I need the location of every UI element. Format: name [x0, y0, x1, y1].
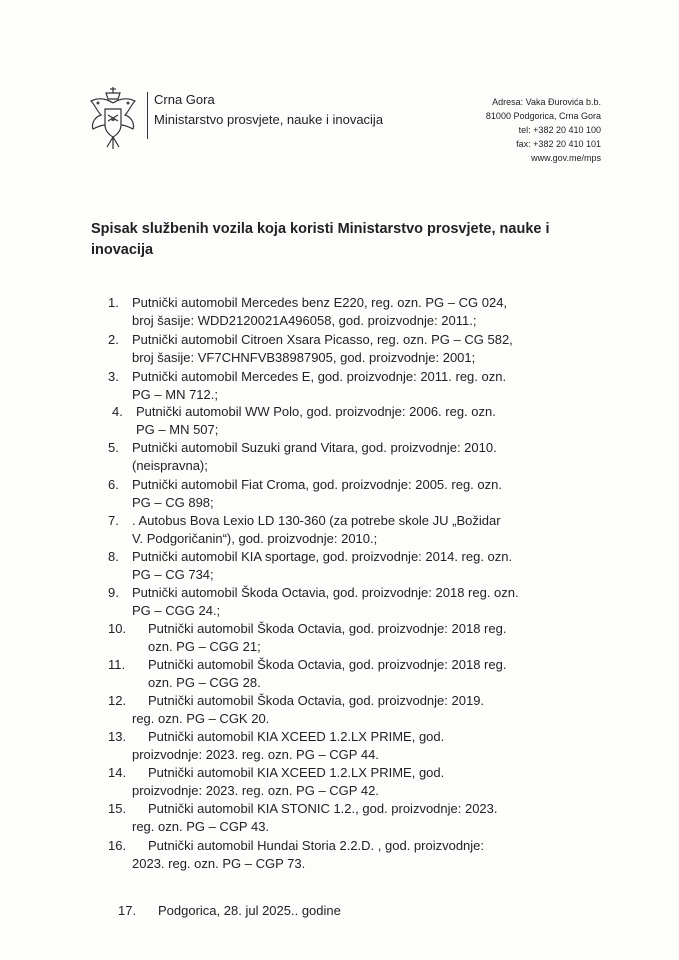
website-line: www.gov.me/mps [531, 153, 601, 163]
list-item-number: 5. [108, 440, 119, 455]
list-item-text: Putnički automobil Fiat Croma, god. proizvodnje: 2005. reg. ozn. [132, 477, 502, 492]
list-item [108, 294, 622, 330]
list-item-text: Putnički automobil Mercedes benz E220, reg. ozn. PG – CG 024, [132, 295, 508, 310]
list-item [108, 368, 622, 404]
list-item [108, 692, 638, 728]
list-item-text: Putnički automobil Škoda Octavia, god. proizvodnje: 2018 reg. [148, 621, 507, 636]
list-item-number: 13. [108, 729, 127, 744]
list-item [108, 331, 622, 367]
list-item-text: broj šasije: VF7CHNFVB38987905, god. proizvodnje: 2001; [132, 350, 476, 365]
list-item [108, 728, 638, 764]
list-item-text: proizvodnje: 2023. reg. ozn. PG – CGP 44. [132, 747, 379, 762]
list-item [108, 620, 638, 656]
list-item-text: PG – CG 898; [132, 495, 214, 510]
list-item-text: Putnički automobil WW Polo, god. proizvodnje: 2006. reg. ozn. [136, 404, 496, 419]
list-item-text: PG – CGG 24.; [132, 603, 221, 618]
list-item-text: Putnički automobil Citroen Xsara Picasso, reg. ozn. PG – CG 582, [132, 332, 513, 347]
list-item-text: Putnički automobil Hundai Storia 2.2.D. , god. proizvodnje: [148, 838, 485, 853]
list-item-text: proizvodnje: 2023. reg. ozn. PG – CGP 42. [132, 783, 379, 798]
list-item-text: Putnički automobil KIA sportage, god. proizvodnje: 2014. reg. ozn. [132, 549, 513, 564]
list-item-text: Putnički automobil Mercedes E, god. proizvodnje: 2011. reg. ozn. [132, 369, 507, 384]
list-item [108, 800, 638, 836]
coat-of-arms-icon [86, 85, 140, 151]
list-item [108, 548, 622, 584]
footer-number: 17. [118, 903, 137, 918]
list-item-text: Putnički automobil Škoda Octavia, god. proizvodnje: 2018 reg. [148, 657, 507, 672]
list-item-number: 1. [108, 295, 119, 310]
list-item-number: 2. [108, 332, 119, 347]
list-item [112, 403, 626, 439]
list-item-text: . Autobus Bova Lexio LD 130-360 (za potrebe skole JU „Božidar [132, 513, 501, 528]
list-item-text: Putnički automobil Škoda Octavia, god. proizvodnje: 2019. [148, 693, 485, 708]
list-item-text: reg. ozn. PG – CGK 20. [132, 711, 270, 726]
address-line: Adresa: Vaka Đurovića b.b. [492, 97, 601, 107]
country-name: Crna Gora [154, 92, 215, 107]
document-title: Spisak službenih vozila koja koristi Ministarstvo prosvjete, nauke i inovacija [91, 221, 550, 258]
list-item-number: 7. [108, 513, 119, 528]
list-item-text: reg. ozn. PG – CGP 43. [132, 819, 270, 834]
list-item-text: PG – MN 507; [136, 422, 219, 437]
list-item [108, 837, 638, 873]
list-item [108, 512, 622, 548]
list-item-text: Putnički automobil Škoda Octavia, god. proizvodnje: 2018 reg. ozn. [132, 585, 519, 600]
list-item [108, 764, 638, 800]
footer-date: Podgorica, 28. jul 2025.. godine [158, 903, 341, 918]
contact-block [486, 95, 601, 165]
list-item [108, 584, 622, 620]
list-item-number: 9. [108, 585, 119, 600]
list-item-text: ozn. PG – CGG 28. [148, 675, 261, 690]
address-city-line: 81000 Podgorica, Crna Gora [485, 111, 601, 121]
list-item-number: 8. [108, 549, 119, 564]
list-item-text: PG – MN 712.; [132, 387, 218, 402]
list-item-text: PG – CG 734; [132, 567, 214, 582]
list-item-text: Putnički automobil KIA XCEED 1.2.LX PRIME, god. [148, 765, 445, 780]
list-item-number: 6. [108, 477, 119, 492]
header-separator [147, 92, 148, 139]
phone-line: tel: +382 20 410 100 [518, 125, 601, 135]
list-item-text: Putnički automobil KIA XCEED 1.2.LX PRIME, god. [148, 729, 445, 744]
list-item-number: 10. [108, 621, 127, 636]
list-item-number: 12. [108, 693, 127, 708]
list-item-number: 11. [108, 657, 126, 672]
list-item-text: Putnički automobil Suzuki grand Vitara, god. proizvodnje: 2010. [132, 440, 497, 455]
footer-line [118, 903, 341, 918]
list-item-number: 15. [108, 801, 127, 816]
list-item [108, 656, 638, 692]
list-item-number: 4. [112, 404, 123, 419]
ministry-name: Ministarstvo prosvjete, nauke i inovacija [154, 112, 384, 127]
list-item [108, 476, 622, 512]
list-item-text: Putnički automobil KIA STONIC 1.2., god. proizvodnje: 2023. [148, 801, 498, 816]
list-item-text: V. Podgoričanin“), god. proizvodnje: 2010.; [132, 531, 378, 546]
list-item-number: 3. [108, 369, 119, 384]
list-item-number: 14. [108, 765, 127, 780]
list-item-number: 16. [108, 838, 127, 853]
fax-line: fax: +382 20 410 101 [516, 139, 601, 149]
list-item-text: 2023. reg. ozn. PG – CGP 73. [132, 856, 306, 871]
list-item-text: ozn. PG – CGG 21; [148, 639, 261, 654]
list-item-text: broj šasije: WDD2120021A496058, god. proizvodnje: 2011.; [132, 313, 477, 328]
list-item [108, 439, 622, 475]
list-item-text: (neispravna); [132, 458, 208, 473]
